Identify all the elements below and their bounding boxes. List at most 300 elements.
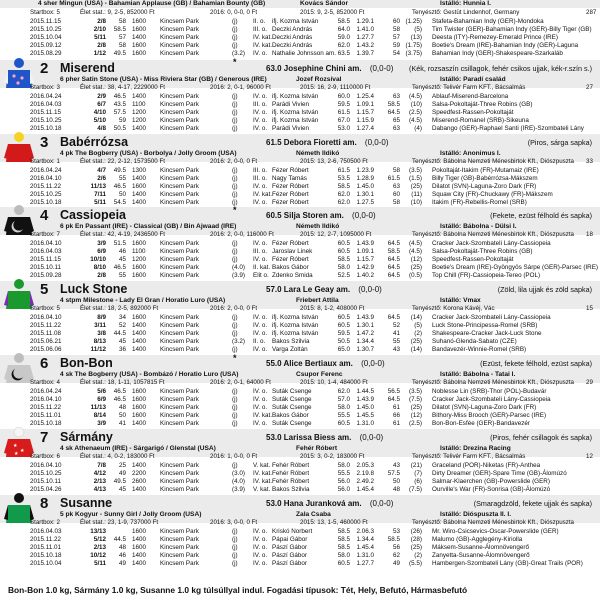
cell-wt: 44.5 — [113, 536, 126, 543]
cell-date: 2015.11.15 — [30, 109, 62, 116]
cell-pos: 2/9 — [97, 93, 106, 100]
cell-wt: 44.5 — [113, 330, 126, 337]
horse-number: 5 — [40, 281, 49, 298]
cell-rw: 58.5 — [337, 183, 350, 190]
cell-cls: IV. o. — [253, 528, 268, 535]
cell-track: Kincsem Park — [160, 470, 199, 477]
cell-odds: (10) — [410, 101, 422, 108]
owner: Németh Ildikó — [296, 150, 340, 157]
horse-number: 7 — [40, 429, 49, 446]
cell-tpm: 52 — [392, 322, 400, 329]
cell-cls: III. o. — [253, 167, 267, 174]
horse-number: 6 — [40, 355, 49, 372]
cell-winners: Speedfest-Rassen-Pokoltaját — [432, 109, 514, 116]
cell-dist: 1600 — [132, 412, 147, 419]
cell-tpm: 57.5 — [387, 470, 400, 477]
cell-date: 2015.10.25 — [30, 26, 62, 33]
cell-cls: IV. kat. — [253, 34, 273, 41]
cell-time: 1.15.7 — [356, 109, 374, 116]
cell-tpm: 64.5 — [387, 109, 400, 116]
cell-jockey: Parádi Vivien — [272, 101, 309, 108]
cell-rw: 60.0 — [337, 93, 350, 100]
cell-wt: 46.5 — [113, 396, 126, 403]
cell-winners: Billy Tiger (GB)-Babérrózsa-Mákszem — [432, 175, 538, 182]
cell-time: 1.30.7 — [356, 346, 374, 353]
form-row — [0, 175, 600, 183]
cell-wt: 51.5 — [113, 240, 126, 247]
cell-time: 1.45.4 — [356, 486, 374, 493]
form-row — [0, 330, 600, 338]
cell-pos: 3/9 — [97, 420, 106, 427]
cell-dist: 1600 — [132, 42, 147, 49]
cell-time: 1.09.1 — [356, 101, 374, 108]
cell-date: 2016.04.10 — [30, 396, 62, 403]
cell-winners: Pokoltaját-Itakim (FR)-Mutamaiz (IRE) — [432, 167, 539, 174]
form-row — [0, 544, 600, 552]
cell-jockey: Nathalie Johnsson am. — [272, 50, 337, 57]
cell-date: 2016.04.03 — [30, 101, 62, 108]
cell-dist: 1600 — [132, 264, 147, 271]
cell-date: 2015.10.04 — [30, 560, 62, 567]
cell-cls: IV. kat. — [253, 470, 273, 477]
cell-winners: Cracker Jack-Szombateli Lány-Cassiopeia — [432, 314, 551, 321]
cell-track: Kincsem Park — [160, 50, 199, 57]
cell-track: Kincsem Park — [160, 264, 199, 271]
cell-cls: IV. o. — [253, 117, 268, 124]
cell-wt: 57.5 — [113, 109, 126, 116]
cell-tpm: 49 — [392, 560, 400, 567]
form-row — [0, 167, 600, 175]
cell-wt: 55 — [118, 272, 126, 279]
form-row — [0, 101, 600, 109]
cell-odds: (2.5) — [409, 109, 422, 116]
silk-colors: (Smaragdzöld, fekete ujjak és sapka) — [473, 499, 592, 508]
cell-cond: (j) — [232, 42, 238, 49]
cell-odds: (4.5) — [409, 117, 422, 124]
cell-rw: 53.5 — [337, 175, 350, 182]
cell-jockey: Nagy Tamás — [272, 175, 307, 182]
cell-cond: (j) — [232, 101, 238, 108]
cell-cls: III. o. — [253, 101, 267, 108]
cell-date: 2015.11.22 — [30, 536, 62, 543]
cell-odds: (11) — [411, 191, 422, 198]
form-row — [0, 536, 600, 544]
cell-jockey: Pászí Gábor — [272, 544, 307, 551]
cell-date: 2015.11.01 — [30, 412, 62, 419]
cell-tpm: 60 — [392, 18, 400, 25]
cell-track: Kincsem Park — [160, 486, 199, 493]
cell-time: 1.28.9 — [356, 175, 374, 182]
silk-colors: (Kék, rozsaszín csillagok, fehér csikos ujjak, kék-r.szín s.) — [409, 64, 592, 73]
cell-odds: (5) — [414, 26, 422, 33]
cell-winners: Dabango (GER)-Raphael Santi (IRE)-Szombateli Lány — [432, 125, 584, 132]
cell-track: Kincsem Park — [160, 101, 199, 108]
cell-cls: IV. o. — [253, 109, 268, 116]
form-row — [0, 420, 600, 428]
cell-tpm: 43 — [392, 462, 400, 469]
form-row — [0, 50, 600, 58]
cell-date: 2015.10.25 — [30, 191, 62, 198]
cell-track: Kincsem Park — [160, 18, 199, 25]
cell-winners: Hambergen-Szombateli Lány (GB)-Great Trails (POR) — [432, 560, 583, 567]
cell-rw: 56.0 — [337, 478, 350, 485]
cell-cond: (j) — [232, 199, 238, 206]
cell-pos: 3/8 — [97, 330, 106, 337]
cell-cls: IV. kat. — [253, 478, 273, 485]
form-row — [0, 478, 600, 486]
cell-track: Kincsem Park — [160, 412, 199, 419]
cell-cond: (j) — [232, 322, 238, 329]
horse-name: Susanne — [60, 496, 113, 510]
cell-tpm: 63 — [392, 93, 400, 100]
form-row — [0, 191, 600, 199]
cell-wt: 46.5 — [113, 93, 126, 100]
cell-jockey: ifj. Kozma István — [272, 109, 319, 116]
cell-tpm: 54 — [392, 50, 400, 57]
form-row — [0, 396, 600, 404]
cell-pos: 4/8 — [97, 125, 106, 132]
cell-wt: 45 — [118, 338, 126, 345]
form-row — [0, 248, 600, 256]
cell-dist: 1400 — [132, 338, 147, 345]
cell-winners: Dirty Dreamer (GER)-Spare Time (GB)-Álomúzó — [432, 470, 567, 477]
cell-date: 2015.10.25 — [30, 117, 62, 124]
cell-wt: 46 — [118, 248, 126, 255]
cell-jockey: Pászí Gábor — [272, 552, 307, 559]
cell-jockey: Jaroslav Linek — [272, 248, 313, 255]
cell-track: Kincsem Park — [160, 272, 199, 279]
cell-winners: Squaw City (FR)-Chuckawy (FR)-Mákszem — [432, 191, 553, 198]
cell-tpm: 57 — [392, 34, 400, 41]
cell-time: 1.43.9 — [356, 314, 374, 321]
cell-date: 2016.04.10 — [30, 462, 62, 469]
cell-cls: IV. o. — [253, 322, 268, 329]
cell-date: 2016.04.10 — [30, 314, 62, 321]
cell-odds: (25) — [410, 544, 422, 551]
weight-jockey: 60.5 Silja Storen am. (0,0-0) — [266, 211, 376, 220]
trainer: Istálló: Bábolna - Dülsi I. — [440, 223, 517, 230]
cell-date: 2015.10.11 — [30, 478, 62, 485]
cell-cls: III. o. — [253, 248, 267, 255]
cell-wt: 58 — [118, 42, 126, 49]
form-row — [0, 240, 600, 248]
cell-rw: 60.5 — [337, 560, 350, 567]
cell-winners: Boetie's Dream (IRE)-Bahamian Indy (GER)-Laguna — [432, 42, 579, 49]
cell-winners: Itakim (FR)-Rebellis-Romel (SRB) — [432, 199, 527, 206]
cell-odds: (4) — [414, 125, 422, 132]
cell-time: 2.49.2 — [356, 478, 374, 485]
top-trainer: Istálló: Hunnia I. — [440, 0, 491, 7]
cell-jockey: Fézer Róbert — [272, 183, 309, 190]
cell-jockey: Fézer Róbert — [272, 167, 309, 174]
cell-dist: 2600 — [132, 478, 147, 485]
cell-date: 2016.04.03 — [30, 248, 62, 255]
cell-tpm: 61.5 — [387, 175, 400, 182]
cell-tpm: 63 — [392, 125, 400, 132]
cell-odds: (2) — [414, 330, 422, 337]
cell-track: Kincsem Park — [160, 248, 199, 255]
weight-jockey: 55.0 Alice Bertiaux am. (0,0-0) — [266, 359, 385, 368]
cell-track: Kincsem Park — [160, 183, 199, 190]
cell-track: Kincsem Park — [160, 544, 199, 551]
cell-wt: 55 — [118, 175, 126, 182]
cell-tpm: 50 — [392, 478, 400, 485]
cell-winners: Stafeta-Bahamian Indy (GER)-Mondoka — [432, 18, 544, 25]
cell-pos: 10/12 — [90, 552, 106, 559]
cell-winners: Speedfest-Rassen-Pokoltaját — [432, 256, 514, 263]
cell-odds: (7.5) — [409, 486, 422, 493]
cell-odds: (21) — [410, 462, 422, 469]
cell-wt: 43.5 — [113, 101, 126, 108]
cell-tpm: 53 — [392, 528, 400, 535]
cell-cls: IV. kat. — [253, 191, 273, 198]
cell-tpm: 64.5 — [387, 314, 400, 321]
form-row — [0, 528, 600, 536]
cell-date: 2015.11.15 — [30, 18, 62, 25]
cell-time: 1.34.4 — [356, 338, 374, 345]
cell-time: 1.31.0 — [356, 552, 374, 559]
cell-dist: 1600 — [132, 528, 147, 535]
cell-rw: 61.5 — [337, 167, 350, 174]
cell-dist: 1100 — [132, 101, 146, 108]
trainer: Istálló: Anonimus I. — [440, 150, 501, 157]
cell-time: 1.39.7 — [356, 50, 374, 57]
cell-time: 1.45.5 — [356, 412, 374, 419]
cell-track: Kincsem Park — [160, 478, 199, 485]
cell-pos: 13/13 — [90, 528, 106, 535]
cell-wt: 41 — [118, 420, 126, 427]
cell-cls: III. o. — [253, 26, 267, 33]
form-row — [0, 264, 600, 272]
cell-cond: (j) — [232, 191, 238, 198]
cell-pos: 4/10 — [93, 109, 106, 116]
cell-jockey: Suták Csenge — [272, 420, 312, 427]
pedigree: 4 stpm Milestone - Lady El Gran / Horatio Luro (USA) — [60, 297, 226, 304]
cell-rw: 55.5 — [337, 470, 350, 477]
cell-cond: (3.9) — [232, 486, 245, 493]
cell-cls: Elit o. — [253, 272, 269, 279]
cell-wt: 49.5 — [113, 478, 126, 485]
cell-cond: (j) — [232, 314, 238, 321]
cell-cond: (j) — [232, 34, 238, 41]
svg-text:★: ★ — [20, 448, 25, 454]
cell-track: Kincsem Park — [160, 330, 199, 337]
cell-track: Kincsem Park — [160, 34, 199, 41]
cell-pos: 8/13 — [93, 338, 106, 345]
cell-wt: 48 — [118, 404, 126, 411]
cell-tpm: 66 — [392, 412, 400, 419]
cell-cls: IV. o. — [253, 256, 268, 263]
cell-cls: II. kat. — [253, 264, 271, 271]
cell-tpm: 62 — [392, 552, 400, 559]
cell-rw: 52.5 — [337, 272, 350, 279]
cell-date: 2015.10.11 — [30, 264, 62, 271]
cell-winners: Bithory-Miss Brooch (GER)-Parsec (IRE) — [432, 412, 547, 419]
cell-cond: (j) — [232, 388, 238, 395]
cell-cls: IV. kat. — [253, 42, 273, 49]
cell-jockey: Fézer Róbert — [272, 256, 309, 263]
cell-cls: IV. o. — [253, 404, 268, 411]
cell-rw: 60.5 — [337, 420, 350, 427]
cell-jockey: Fézer Róbert — [272, 191, 309, 198]
cell-cls: IV. o. — [253, 240, 268, 247]
cell-jockey: Bakos Gábor — [272, 264, 309, 271]
cell-wt: 46.5 — [113, 183, 126, 190]
footer-note: Bon-Bon 1.0 kg, Sármány 1.0 kg, Susanne 1.0 kg túlsúllyal indul. Fogadási típusok: Tét, Hely, Befutó, Hármasbefutó — [8, 585, 468, 595]
cell-jockey: Bakos Gábor — [272, 412, 309, 419]
cell-cls: IV. o. — [253, 330, 268, 337]
cell-dist: 1600 — [132, 314, 147, 321]
marker-star-icon: * — [233, 353, 237, 363]
weight-jockey: 61.5 Debora Fioretti am. (0,0-0) — [266, 138, 389, 147]
cell-rw: 59.0 — [337, 34, 350, 41]
cell-rw: 50.5 — [337, 338, 350, 345]
cell-cond: (j) — [232, 420, 238, 427]
cell-time: 1.43.9 — [356, 240, 374, 247]
cell-track: Kincsem Park — [160, 346, 199, 353]
cell-jockey: ifj. Kozma István — [272, 330, 319, 337]
top-owner: Kovács Sándor — [300, 0, 349, 7]
cell-cond: (j) — [232, 256, 238, 263]
cell-odds: (12) — [410, 412, 422, 419]
cell-date: 2016.04.24 — [30, 388, 62, 395]
cell-cls: IV. o. — [253, 388, 268, 395]
cell-track: Kincsem Park — [160, 199, 199, 206]
cell-rw: 58.0 — [337, 552, 350, 559]
cell-jockey: ifj. Kozma István — [272, 117, 319, 124]
horse-name: Babérrózsa — [60, 135, 129, 149]
cell-time: 1.43.2 — [356, 42, 374, 49]
cell-time: 2.19.8 — [356, 470, 374, 477]
pedigree: 4 pk The Bogberry (USA) - Borbolya / Jolly Groom (USA) — [60, 150, 237, 157]
form-row — [0, 486, 600, 494]
cell-cond: (j) — [232, 167, 238, 174]
cell-track: Kincsem Park — [160, 42, 199, 49]
cell-dist: 1400 — [132, 552, 147, 559]
cell-wt: 49.5 — [113, 167, 126, 174]
cell-pos: 11/13 — [90, 404, 106, 411]
cell-time: 1.15.7 — [356, 256, 374, 263]
cell-jockey: Pászí Gábor — [272, 560, 307, 567]
cell-time: 1.27.7 — [356, 560, 374, 567]
pedigree: 4 sk The Bogberry (USA) - Bombázó / Horatio Luro (USA) — [60, 371, 239, 378]
cell-tpm: 55 — [392, 338, 400, 345]
cell-pos: 11/12 — [90, 346, 106, 353]
cell-track: Kincsem Park — [160, 26, 199, 33]
cell-winners: Shakespeare-Cracker Jack-Luck Stone — [432, 330, 542, 337]
cell-track: Kincsem Park — [160, 388, 199, 395]
cell-winners: Zanyetta-Susanne-Álomnövengerő — [432, 552, 530, 559]
cell-winners: Ourville's War (FR)-Sonrisa (GB)-Álomúzó — [432, 486, 551, 493]
cell-date: 2015.04.26 — [30, 486, 62, 493]
cell-dist: 1300 — [132, 167, 147, 174]
owner: Csupor Ferenc — [296, 371, 343, 378]
cell-winners: Cracker Jack-Szombateli Lány-Cassiopeia — [432, 240, 551, 247]
form-row — [0, 183, 600, 191]
cell-tpm: 41 — [392, 330, 400, 337]
cell-odds: (7) — [414, 470, 422, 477]
cell-time: 1.25.4 — [356, 93, 374, 100]
cell-date: 2015.10.18 — [30, 199, 62, 206]
cell-dist: 1400 — [132, 330, 147, 337]
cell-odds: (14) — [410, 314, 422, 321]
cell-dist: 1600 — [132, 18, 147, 25]
cell-pos: 4/12 — [93, 470, 106, 477]
cell-date: 2015.11.08 — [30, 330, 62, 337]
horse-number: 4 — [40, 207, 49, 224]
cell-pos: 8/9 — [97, 314, 106, 321]
cell-rw: 58.0 — [337, 404, 350, 411]
horse-name: Luck Stone — [60, 282, 128, 296]
cell-track: Kincsem Park — [160, 536, 199, 543]
cell-rw: 62.0 — [337, 191, 350, 198]
form-row — [0, 314, 600, 322]
cell-dist: 1600 — [132, 183, 147, 190]
trainer: Istálló: Bábolna - Tatai I. — [440, 371, 516, 378]
cell-tpm: 58.5 — [387, 248, 400, 255]
owner: Friebert Attila — [296, 297, 339, 304]
cell-rw: 64.0 — [337, 26, 350, 33]
cell-winners: Mr. Wiro-Csicsevics-Oscar-Powerslide (GER) — [432, 528, 559, 535]
form-row — [0, 26, 600, 34]
cell-winners: Dilatot (SVN)-Laguna-Zoro Dark (FR) — [432, 183, 537, 190]
cell-cond: (j) — [232, 412, 238, 419]
cell-tpm: 64.5 — [387, 396, 400, 403]
trainer: Istálló: Drezina Racing — [440, 445, 511, 452]
cell-rw: 53.0 — [337, 125, 350, 132]
silk-colors: (Zöld, lila ujjak és zöld sapka) — [497, 285, 592, 294]
cell-time: 1.29.1 — [356, 18, 374, 25]
cell-rw: 58.5 — [337, 18, 350, 25]
cell-dist: 1600 — [132, 50, 147, 57]
cell-odds: (4.5) — [409, 93, 422, 100]
cell-odds: (4.5) — [409, 240, 422, 247]
cell-track: Kincsem Park — [160, 404, 199, 411]
cell-jockey: ifj. Kozma István — [272, 322, 319, 329]
cell-cond: (j) — [232, 536, 238, 543]
cell-pos: 5/11 — [94, 34, 106, 41]
cell-dist: 1100 — [132, 248, 146, 255]
cell-wt: 50.5 — [113, 125, 126, 132]
cell-cond: (j) — [232, 560, 238, 567]
cell-wt: 48 — [118, 544, 126, 551]
cell-wt: 58.5 — [113, 26, 126, 33]
cell-rw: 63.5 — [337, 50, 350, 57]
cell-rw: 67.0 — [337, 117, 350, 124]
cell-winners: Miserend-Romanel (SRB)-Sikeuna — [432, 117, 529, 124]
cell-cond: (4.0) — [232, 478, 245, 485]
cell-track: Kincsem Park — [160, 256, 199, 263]
cell-pos: 7/8 — [97, 462, 106, 469]
cell-rw: 58.5 — [337, 544, 350, 551]
cell-dist: 1200 — [132, 256, 147, 263]
horse-name: Sármány — [60, 430, 113, 444]
cell-dist: 1400 — [132, 486, 147, 493]
cell-rw: 61.5 — [337, 109, 350, 116]
cell-pos: 5/11 — [94, 199, 106, 206]
cell-cond: (j) — [232, 248, 238, 255]
owner: Németh Ildikó — [296, 223, 340, 230]
cell-date: 2015.08.29 — [30, 50, 62, 57]
cell-time: 1.30.1 — [356, 322, 374, 329]
cell-track: Kincsem Park — [160, 191, 199, 198]
cell-cls: IV. o. — [253, 536, 268, 543]
horse-name: Miserend — [60, 61, 115, 75]
form-row — [0, 125, 600, 133]
cell-time: 1.47.2 — [356, 330, 374, 337]
cell-winners: Bon-Bon-Esfée (GER)-Bandavezér — [432, 420, 530, 427]
cell-time: 1.27.7 — [356, 34, 374, 41]
